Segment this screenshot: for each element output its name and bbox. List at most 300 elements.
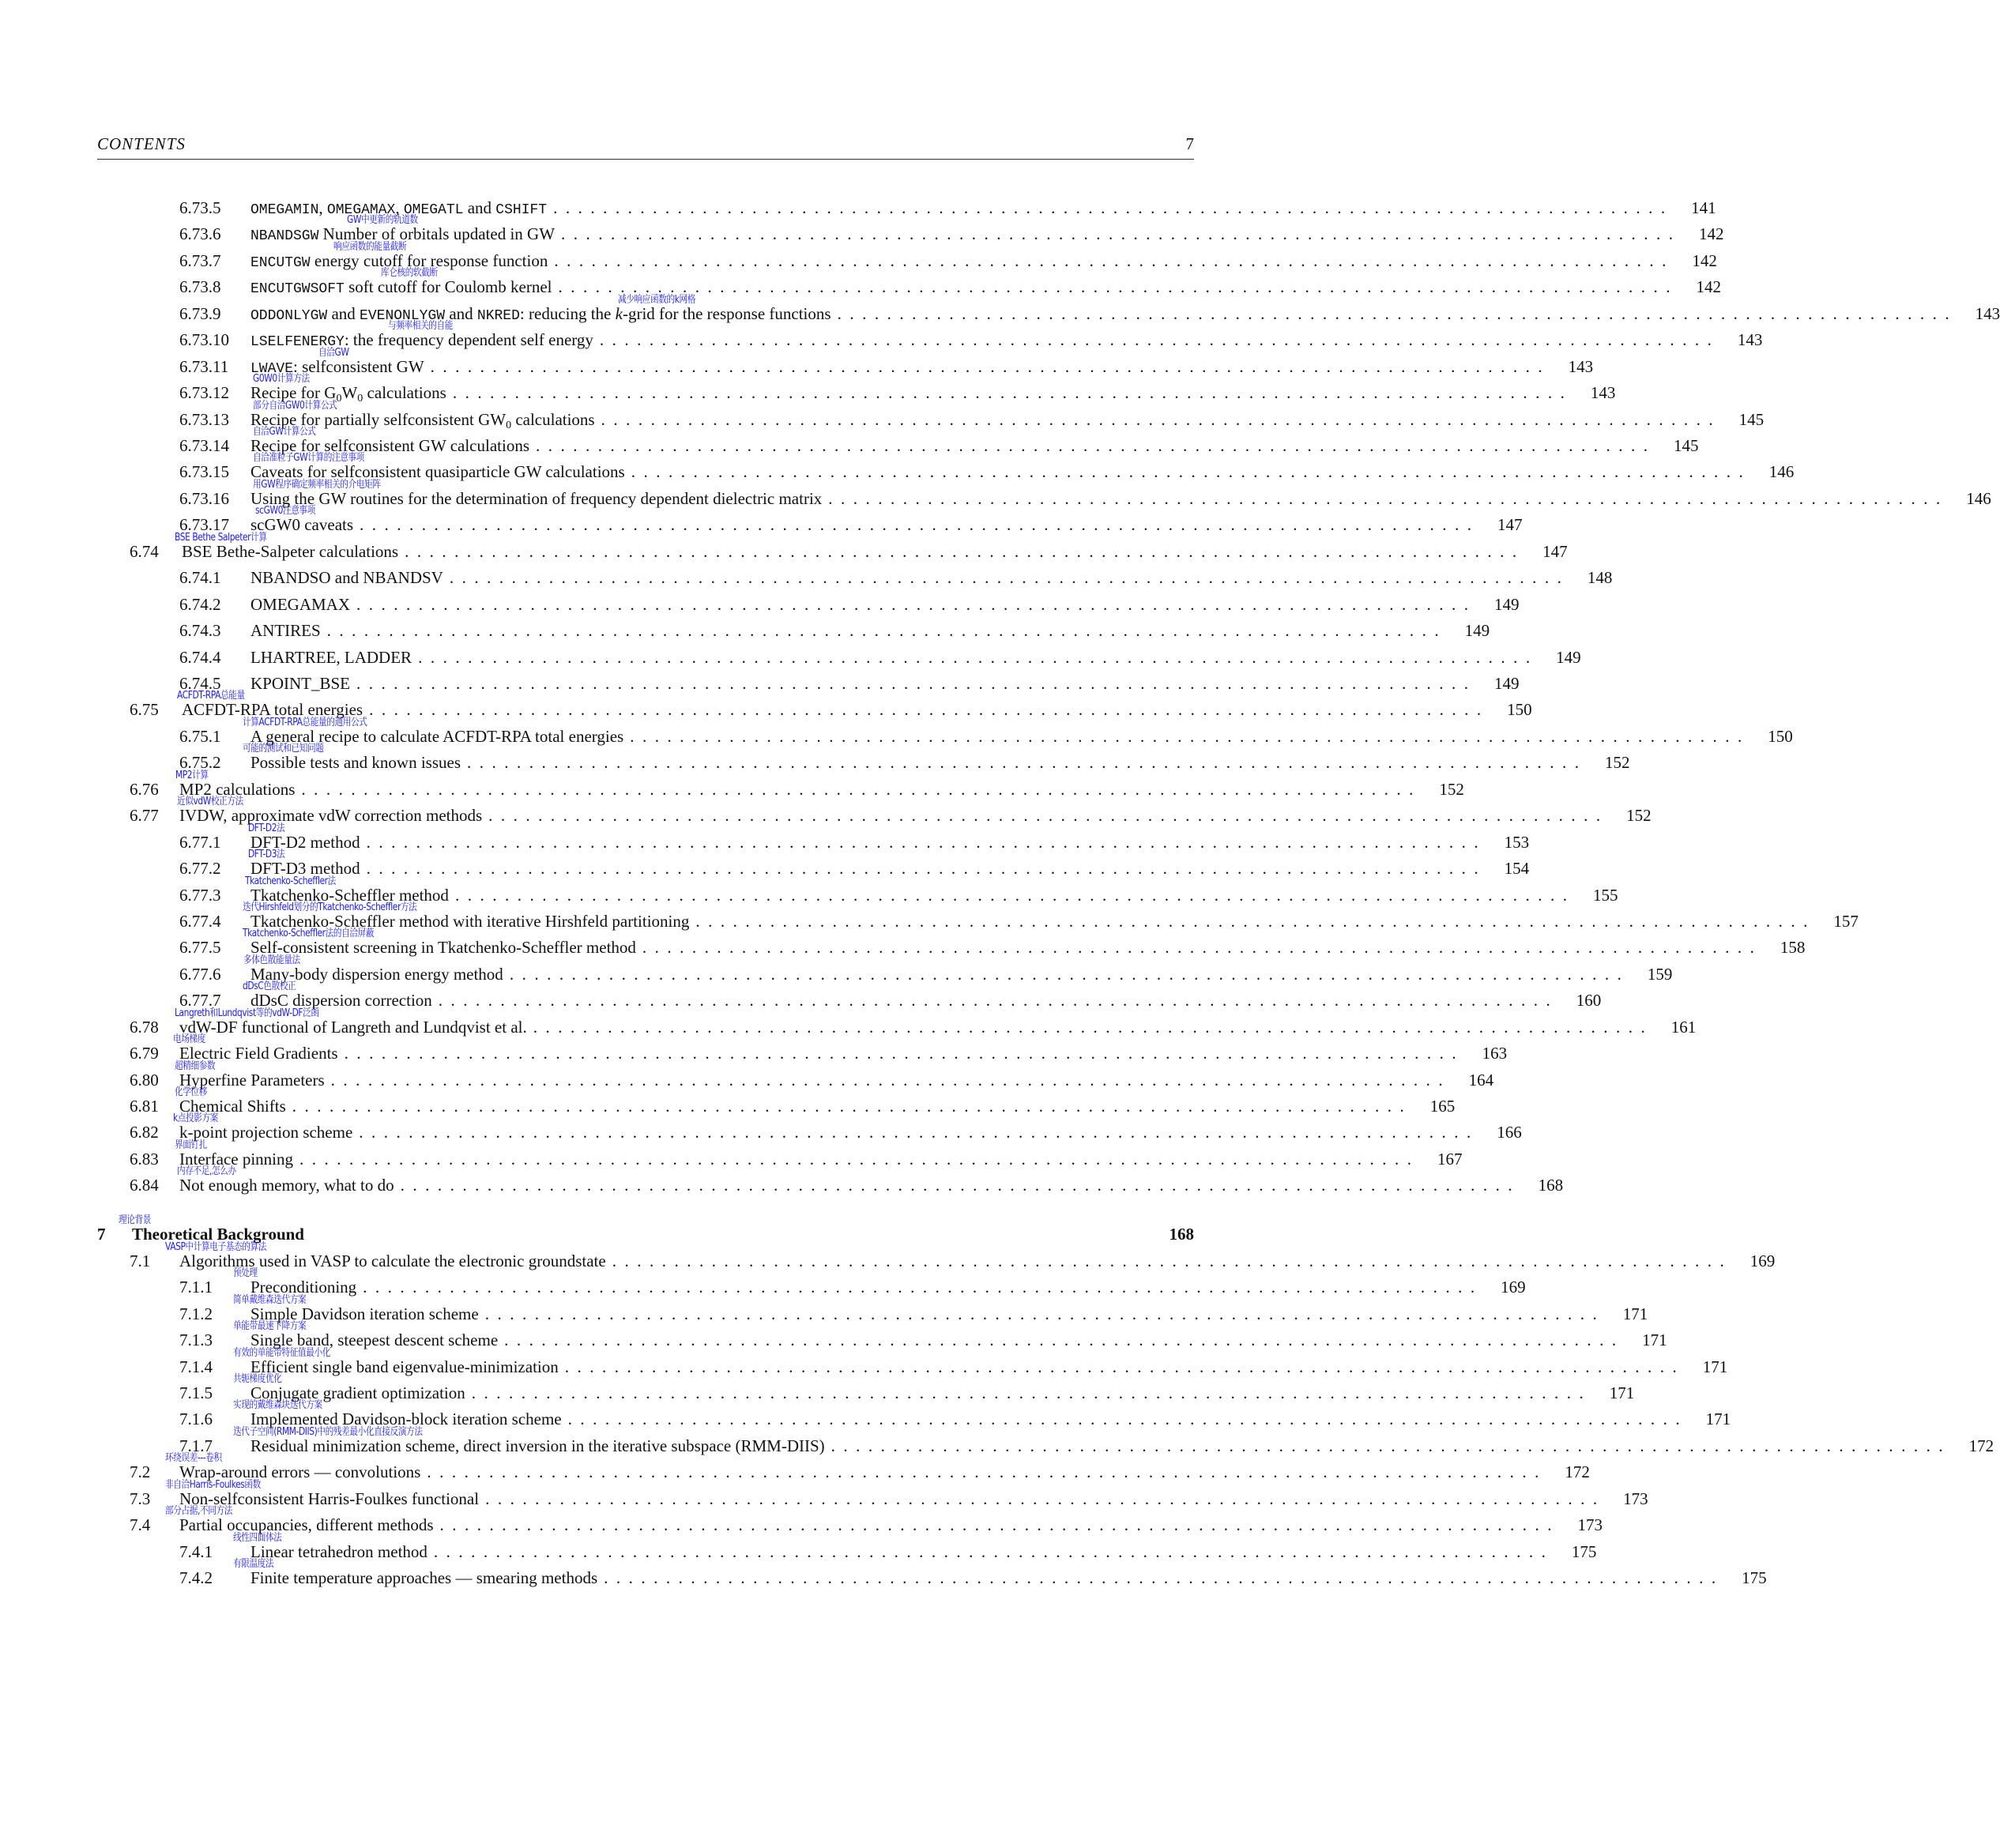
title-segment: Preconditioning xyxy=(250,1278,357,1297)
translation-annotation: Tkatchenko-Scheffler法的自洽屏蔽 xyxy=(243,928,375,939)
toc-entry[interactable] xyxy=(0,954,1673,986)
entry-title[interactable] xyxy=(250,302,831,328)
title-segment: 0 xyxy=(357,393,363,405)
title-segment: Tkatchenko-Scheffler method with iterative Hirshfeld partitioning xyxy=(250,912,690,931)
entry-page-number[interactable]: 143 xyxy=(1590,383,1616,402)
dot-leader: .......................................................................................... xyxy=(439,1515,1561,1534)
toc-entry[interactable] xyxy=(0,294,2000,326)
entry-number: 6.80 xyxy=(130,1071,159,1090)
entry-number: 6.73.17 xyxy=(179,515,229,534)
title-segment: NBANDSO and NBANDSV xyxy=(250,568,443,587)
title-segment: and xyxy=(445,304,477,323)
title-segment: OMEGATL xyxy=(403,202,464,218)
entry-page-number[interactable]: 171 xyxy=(1705,1410,1731,1428)
dot-leader: .......................................................................................... xyxy=(561,224,1682,243)
dot-leader: .......................................................................................... xyxy=(631,462,1752,481)
entry-title[interactable] xyxy=(250,1566,597,1590)
entry-number: 6.73.7 xyxy=(179,251,221,270)
entry-page-number[interactable]: 152 xyxy=(1626,806,1652,825)
title-segment: MP2 calculations xyxy=(179,780,296,799)
toc-entry[interactable] xyxy=(0,1165,1564,1197)
translation-annotation: 超精细参数 xyxy=(175,1060,216,1072)
dot-leader: .......................................................................................... xyxy=(601,410,1722,429)
toc-entry[interactable] xyxy=(0,452,1795,484)
translation-annotation: VASP中计算电子基态的算法 xyxy=(165,1241,266,1253)
translation-annotation: 预处理 xyxy=(233,1267,258,1279)
title-segment: scGW0 caveats xyxy=(250,515,354,534)
entry-page-number[interactable]: 150 xyxy=(1768,727,1793,746)
toc-entry[interactable] xyxy=(0,1505,1603,1537)
translation-annotation: 单能带最速下降方案 xyxy=(233,1320,307,1332)
entry-number: 6.73.16 xyxy=(179,489,229,508)
toc-entry[interactable] xyxy=(0,479,1991,510)
title-segment: Tkatchenko-Scheffler method xyxy=(250,886,449,905)
entry-page-number[interactable]: 160 xyxy=(1576,991,1602,1010)
entry-page-number[interactable]: 169 xyxy=(1501,1278,1526,1297)
entry-number: 7.1.2 xyxy=(179,1304,213,1323)
entry-number: 6.75.2 xyxy=(179,753,221,772)
translation-annotation: 非自洽Harris-Foulkes函数 xyxy=(165,1479,261,1491)
dot-leader: .......................................................................................... xyxy=(630,727,1750,746)
entry-number: 6.84 xyxy=(130,1176,159,1195)
dot-leader: .......................................................................................... xyxy=(430,357,1551,376)
toc-entry[interactable] xyxy=(0,400,1765,431)
title-segment: energy cutoff for response function xyxy=(310,251,548,270)
dot-leader: .......................................................................................... xyxy=(400,1176,1521,1195)
toc-entry[interactable] xyxy=(0,928,1806,959)
toc-entry[interactable] xyxy=(0,1241,1776,1273)
translation-annotation: DFT-D3法 xyxy=(248,849,285,860)
title-segment: soft cutoff for Coulomb kernel xyxy=(344,277,552,296)
title-segment: ODDONLYGW xyxy=(250,308,328,324)
entry-number: 6.74.5 xyxy=(179,674,221,693)
title-segment: W xyxy=(341,383,358,402)
title-segment: LHARTREE, LADDER xyxy=(250,648,412,667)
entry-title[interactable] xyxy=(250,619,321,642)
entry-number: 6.77 xyxy=(130,806,159,825)
translation-annotation: 理论背景 xyxy=(119,1214,152,1226)
entry-page-number[interactable]: 142 xyxy=(1692,251,1717,270)
toc-entry[interactable] xyxy=(0,796,1652,827)
translation-annotation: 自洽准粒子GW计算的注意事项 xyxy=(253,452,364,464)
title-segment: vdW-DF functional of Langreth and Lundqvist et al. xyxy=(179,1018,527,1037)
title-segment: Theoretical Background xyxy=(132,1225,304,1244)
entry-number: 7.4.2 xyxy=(179,1568,213,1587)
entry-number: 7.1.7 xyxy=(179,1436,213,1455)
entry-page-number[interactable]: 143 xyxy=(1568,357,1594,376)
dot-leader: .......................................................................................... xyxy=(567,1410,1689,1428)
title-segment: Partial occupancies, different methods xyxy=(179,1515,434,1534)
dot-leader: .......................................................................................... xyxy=(612,1251,1733,1270)
title-segment: k-point projection scheme xyxy=(179,1123,353,1142)
title-segment: and xyxy=(327,304,360,323)
translation-annotation: 化学位移 xyxy=(175,1086,208,1098)
dot-leader: .......................................................................................... xyxy=(433,1542,1554,1561)
toc-entry[interactable] xyxy=(0,426,1699,457)
title-segment: ENCUTGWSOFT xyxy=(250,281,345,297)
entry-number: 6.73.5 xyxy=(179,198,221,217)
entry-number: 7.4 xyxy=(130,1515,151,1534)
entry-page-number[interactable]: 145 xyxy=(1674,436,1699,455)
entry-page-number[interactable]: 172 xyxy=(1968,1436,1994,1455)
dot-leader: .......................................................................................... xyxy=(326,621,1448,640)
toc-entry[interactable] xyxy=(0,320,1763,352)
title-segment: , xyxy=(318,198,327,217)
dot-leader: .......................................................................................... xyxy=(509,965,1630,984)
title-segment: Finite temperature approaches — smearing methods xyxy=(250,1568,598,1587)
toc-entry[interactable] xyxy=(0,566,1613,589)
entry-page-number[interactable]: 149 xyxy=(1494,595,1520,614)
translation-annotation: 多体色散能量法 xyxy=(243,954,300,966)
entry-number: 6.77.6 xyxy=(179,965,221,984)
translation-annotation: k点投影方案 xyxy=(173,1112,219,1124)
title-segment: , xyxy=(395,198,404,217)
dot-leader: .......................................................................................... xyxy=(360,515,1480,534)
toc-entry[interactable] xyxy=(0,1347,1728,1379)
title-segment: Recipe for G xyxy=(250,383,337,402)
translation-annotation: 库仑核的软截断 xyxy=(381,267,438,279)
title-segment: Wrap-around errors — convolutions xyxy=(179,1462,421,1481)
dot-leader: .......................................................................................... xyxy=(405,542,1525,561)
translation-annotation: dDsC色散校正 xyxy=(243,980,296,992)
translation-annotation: G0W0计算方法 xyxy=(253,373,310,385)
header-rule xyxy=(97,159,1194,160)
toc-entry[interactable] xyxy=(0,373,1616,405)
entry-page-number[interactable]: 147 xyxy=(1497,515,1523,534)
entry-page-number[interactable]: 149 xyxy=(1464,621,1490,640)
toc-entry[interactable] xyxy=(0,901,1859,933)
entry-page-number[interactable]: 173 xyxy=(1577,1515,1603,1534)
entry-page-number[interactable]: 142 xyxy=(1699,224,1724,243)
entry-page-number[interactable]: 171 xyxy=(1642,1330,1667,1349)
entry-title[interactable] xyxy=(250,566,443,589)
title-segment: dDsC dispersion correction xyxy=(250,991,432,1010)
toc-entry[interactable] xyxy=(0,214,1724,246)
toc-entry[interactable] xyxy=(0,347,1594,378)
dot-leader: .......................................................................................... xyxy=(564,1357,1685,1376)
entry-page-number[interactable]: 150 xyxy=(1507,700,1532,719)
title-segment: A general recipe to calculate ACFDT-RPA total energies xyxy=(250,727,624,746)
entry-page-number[interactable]: 146 xyxy=(1768,462,1795,481)
entry-number: 6.74.1 xyxy=(179,568,221,587)
entry-page-number[interactable]: 147 xyxy=(1542,542,1568,561)
entry-page-number[interactable]: 153 xyxy=(1504,833,1530,852)
entry-page-number[interactable]: 163 xyxy=(1482,1044,1508,1063)
entry-number: 6.77.7 xyxy=(179,991,221,1010)
entry-number: 6.75.1 xyxy=(179,727,221,746)
toc-entry[interactable] xyxy=(0,532,1568,563)
title-segment: Conjugate gradient optimization xyxy=(250,1383,465,1402)
title-segment: Self-consistent screening in Tkatchenko-Scheffler method xyxy=(250,938,636,957)
title-segment: DFT-D2 method xyxy=(250,833,360,852)
entry-number: 6.73.12 xyxy=(179,383,229,402)
dot-leader: .......................................................................................... xyxy=(292,1097,1413,1116)
entry-number: 6.79 xyxy=(130,1044,159,1063)
entry-number: 6.77.1 xyxy=(179,833,221,852)
title-segment: Not enough memory, what to do xyxy=(179,1176,394,1195)
entry-number: 7.4.1 xyxy=(179,1542,213,1561)
dot-leader: .......................................................................................... xyxy=(344,1044,1465,1063)
dot-leader: .......................................................................................... xyxy=(485,1489,1606,1508)
entry-number: 6.76 xyxy=(130,780,159,799)
entry-page-number[interactable]: 159 xyxy=(1647,965,1673,984)
entry-number: 6.73.9 xyxy=(179,304,221,323)
translation-annotation: Tkatchenko-Scheffler法 xyxy=(245,875,336,887)
translation-annotation: BSE Bethe Salpeter计算 xyxy=(175,532,267,544)
dot-leader: .......................................................................................... xyxy=(301,780,1422,799)
entry-number: 6.74.3 xyxy=(179,621,221,640)
translation-annotation: 简单戴维森迭代方案 xyxy=(233,1294,307,1306)
dot-leader: .......................................................................................... xyxy=(366,859,1487,878)
title-segment: Residual minimization scheme, direct inversion in the iterative subspace (RMM-DIIS) xyxy=(250,1436,825,1455)
translation-annotation: 可能的测试和已知问题 xyxy=(243,743,324,755)
entry-page-number[interactable]: 171 xyxy=(1622,1304,1648,1323)
entry-number: 6.82 xyxy=(130,1123,159,1142)
dot-leader: .......................................................................................... xyxy=(504,1330,1625,1349)
entry-page-number[interactable]: 168 xyxy=(1538,1176,1564,1195)
dot-leader: .......................................................................................... xyxy=(604,1568,1724,1587)
entry-number: 6.75 xyxy=(130,700,159,719)
running-header-title: CONTENTS xyxy=(97,134,186,153)
title-segment: OMEGAMAX xyxy=(250,595,350,614)
entry-number: 6.73.14 xyxy=(179,436,229,455)
dot-leader: .......................................................................................... xyxy=(299,1150,1420,1169)
entry-number: 7.3 xyxy=(130,1489,151,1508)
translation-annotation: 电场梯度 xyxy=(173,1033,206,1045)
entry-page-number[interactable]: 143 xyxy=(1975,304,2000,323)
toc-entry[interactable] xyxy=(0,241,1717,273)
translation-annotation: DFT-D2法 xyxy=(248,822,285,834)
dot-leader: .......................................................................................... xyxy=(449,568,1570,587)
entry-number: 6.73.15 xyxy=(179,462,229,481)
entry-number: 6.78 xyxy=(130,1018,159,1037)
translation-annotation: 线性四面体法 xyxy=(233,1532,282,1544)
title-segment: k xyxy=(615,304,623,323)
entry-page-number[interactable]: 173 xyxy=(1623,1489,1648,1508)
entry-page-number[interactable]: 146 xyxy=(1966,489,1991,508)
toc-entry[interactable] xyxy=(0,1558,1767,1590)
entry-title[interactable] xyxy=(250,672,350,695)
entry-page-number[interactable]: 154 xyxy=(1504,859,1530,878)
entry-number: 6.77.5 xyxy=(179,938,221,957)
toc-entry[interactable] xyxy=(0,875,1618,907)
entry-number: 6.83 xyxy=(130,1150,159,1169)
translation-annotation: 与频率相关的自能 xyxy=(388,320,454,332)
toc-entry[interactable] xyxy=(0,1532,1597,1564)
translation-annotation: 环绕误差---卷积 xyxy=(165,1452,222,1464)
entry-page-number[interactable]: 158 xyxy=(1780,938,1806,957)
dot-leader: .......................................................................................... xyxy=(695,912,1816,931)
entry-number: 6.74.2 xyxy=(179,595,221,614)
entry-page-number[interactable]: 149 xyxy=(1556,648,1581,667)
entry-page-number[interactable]: 167 xyxy=(1437,1150,1463,1169)
title-segment: Implemented Davidson-block iteration scheme xyxy=(250,1410,562,1428)
entry-number: 7.1.3 xyxy=(179,1330,213,1349)
dot-leader: .......................................................................................... xyxy=(554,251,1674,270)
entry-page-number[interactable]: 143 xyxy=(1737,330,1763,349)
dot-leader: .......................................................................................... xyxy=(831,1436,1952,1455)
entry-page-number[interactable]: 175 xyxy=(1742,1568,1767,1587)
translation-annotation: 迭代Hirshfeld划分的Tkatchenko-Scheffler方法 xyxy=(243,901,417,913)
dot-leader: .......................................................................................... xyxy=(837,304,1958,323)
dot-leader: .......................................................................................... xyxy=(533,1018,1654,1037)
title-segment: CSHIFT xyxy=(495,202,548,218)
entry-page-number[interactable]: 161 xyxy=(1670,1018,1697,1037)
entry-number: 6.77.3 xyxy=(179,886,221,905)
title-segment: OMEGAMIN xyxy=(250,202,319,218)
entry-page-number[interactable]: 155 xyxy=(1592,886,1618,905)
toc-entry[interactable] xyxy=(0,593,1520,616)
page-number: 7 xyxy=(1185,134,1194,153)
translation-annotation: 实现的戴维森块迭代方案 xyxy=(233,1399,322,1411)
translation-annotation: 有限温度法 xyxy=(233,1558,274,1570)
dot-leader: .......................................................................................... xyxy=(356,595,1477,614)
title-segment: ENCUTGW xyxy=(250,255,311,271)
translation-annotation: 用GW程序确定频率相关的介电矩阵 xyxy=(253,479,381,491)
translation-annotation: scGW0注意事项 xyxy=(255,505,315,517)
toc-entry[interactable] xyxy=(0,690,1532,721)
dot-leader: .......................................................................................... xyxy=(558,277,1678,296)
translation-annotation: 减少响应函数的k网格 xyxy=(618,294,696,306)
translation-annotation: 计算ACFDT-RPA总能量的通用公式 xyxy=(243,717,367,728)
dot-leader: .......................................................................................... xyxy=(427,1462,1547,1481)
toc-entry[interactable] xyxy=(0,196,1716,220)
title-segment: Algorithms used in VASP to calculate the electronic groundstate xyxy=(179,1251,606,1270)
toc-entry[interactable] xyxy=(0,822,1530,854)
translation-annotation: Langreth和Lundqvist等的vdW-DF泛函 xyxy=(175,1007,319,1019)
translation-annotation: 有效的单能带特征值最小化 xyxy=(233,1347,331,1359)
title-segment: 0 xyxy=(506,420,512,431)
entry-page-number[interactable]: 148 xyxy=(1587,568,1613,587)
dot-leader: .......................................................................................... xyxy=(369,700,1490,719)
title-segment: Recipe for partially selfconsistent GW xyxy=(250,410,507,429)
entry-page-number[interactable]: 164 xyxy=(1468,1071,1494,1090)
entry-number: 6.74 xyxy=(130,542,159,561)
toc-entry[interactable] xyxy=(0,849,1530,880)
toc-entry[interactable] xyxy=(0,717,1793,748)
dot-leader: .......................................................................................... xyxy=(536,436,1656,455)
dot-leader: .......................................................................................... xyxy=(418,648,1539,667)
entry-page-number[interactable]: 168 xyxy=(1169,1225,1194,1244)
dot-leader: .......................................................................................... xyxy=(359,1123,1479,1142)
title-segment: KPOINT_BSE xyxy=(250,674,351,693)
entry-number: 7.1 xyxy=(130,1251,151,1270)
title-segment: Many-body dispersion energy method xyxy=(250,965,503,984)
title-segment: OMEGAMAX xyxy=(326,202,396,218)
entry-number: 7.1.4 xyxy=(179,1357,213,1376)
entry-number: 6.73.8 xyxy=(179,277,221,296)
entry-page-number[interactable]: 172 xyxy=(1565,1462,1590,1481)
title-segment: Single band, steepest descent scheme xyxy=(250,1330,499,1349)
entry-page-number[interactable]: 169 xyxy=(1750,1251,1776,1270)
entry-number: 6.81 xyxy=(130,1097,159,1116)
translation-annotation: MP2计算 xyxy=(175,770,209,781)
translation-annotation: 部分自洽GW0计算公式 xyxy=(253,400,337,412)
dot-leader: .......................................................................................... xyxy=(366,833,1487,852)
dot-leader: .......................................................................................... xyxy=(488,806,1609,825)
translation-annotation: 自洽GW xyxy=(318,347,349,359)
dot-leader: .......................................................................................... xyxy=(356,674,1477,693)
dot-leader: .......................................................................................... xyxy=(467,753,1588,772)
entry-page-number[interactable]: 165 xyxy=(1429,1097,1456,1116)
entry-page-number[interactable]: 145 xyxy=(1738,410,1765,429)
entry-number: 6.73.10 xyxy=(179,330,229,349)
title-segment: NKRED xyxy=(476,308,520,324)
dot-leader: .......................................................................................... xyxy=(553,198,1674,217)
title-segment: Linear tetrahedron method xyxy=(250,1542,427,1561)
entry-title[interactable] xyxy=(250,593,350,616)
title-segment: IVDW, approximate vdW correction methods xyxy=(179,806,483,825)
title-segment: -grid for the response functions xyxy=(622,304,831,323)
title-segment: ANTIRES xyxy=(250,621,321,640)
dot-leader: .......................................................................................... xyxy=(454,886,1576,905)
toc-entry[interactable] xyxy=(0,645,1581,669)
title-segment: Simple Davidson iteration scheme xyxy=(250,1304,479,1323)
title-segment: Chemical Shifts xyxy=(179,1097,286,1116)
entry-page-number[interactable]: 149 xyxy=(1494,674,1520,693)
entry-number: 6.77.4 xyxy=(179,912,221,931)
title-segment: EVENONLYGW xyxy=(360,308,446,324)
entry-number: 6.73.13 xyxy=(179,410,229,429)
translation-annotation: 共轭梯度优化 xyxy=(233,1373,282,1385)
title-segment: : the frequency dependent self energy xyxy=(344,330,593,349)
dot-leader: .......................................................................................... xyxy=(471,1383,1592,1402)
translation-annotation: 界面钉扎 xyxy=(175,1139,208,1151)
entry-page-number[interactable]: 152 xyxy=(1605,753,1630,772)
title-segment: Efficient single band eigenvalue-minimization xyxy=(250,1357,559,1376)
title-segment: LSELFENERGY xyxy=(250,334,345,350)
entry-number: 6.73.6 xyxy=(179,224,221,243)
toc-entry[interactable] xyxy=(0,1320,1667,1352)
entry-title[interactable] xyxy=(250,645,412,669)
title-segment: ACFDT-RPA total energies xyxy=(182,700,363,719)
title-segment: Number of orbitals updated in GW xyxy=(318,224,556,243)
title-segment: DFT-D3 method xyxy=(250,859,360,878)
entry-page-number[interactable]: 171 xyxy=(1702,1357,1728,1376)
title-segment: calculations xyxy=(511,410,595,429)
entry-number: 6.77.2 xyxy=(179,859,221,878)
title-segment: NBANDSGW xyxy=(250,228,319,244)
dot-leader: .......................................................................................... xyxy=(438,991,1559,1010)
translation-annotation: ACFDT-RPA总能量 xyxy=(177,690,245,702)
translation-annotation: 响应函数的能量截断 xyxy=(333,241,407,253)
translation-annotation: 部分占据,不同方法 xyxy=(165,1505,232,1517)
title-segment: Interface pinning xyxy=(179,1150,294,1169)
entry-number: 6.74.4 xyxy=(179,648,221,667)
entry-page-number[interactable]: 175 xyxy=(1571,1542,1597,1561)
toc-entry[interactable] xyxy=(0,1399,1731,1431)
title-segment: Recipe for selfconsistent GW calculations xyxy=(250,436,530,455)
toc-entry[interactable] xyxy=(0,619,1490,642)
translation-annotation: 迭代子空间(RMM-DIIS)中的残差最小化直接反演方法 xyxy=(233,1426,423,1438)
title-segment: Using the GW routines for the determination of frequency dependent dielectric matrix xyxy=(250,489,823,508)
title-segment: : selfconsistent GW xyxy=(293,357,424,376)
dot-leader: .......................................................................................... xyxy=(828,489,1949,508)
toc-entry[interactable] xyxy=(0,1294,1648,1326)
entry-page-number[interactable]: 171 xyxy=(1609,1383,1635,1402)
entry-page-number[interactable]: 166 xyxy=(1497,1123,1522,1142)
toc-entry[interactable] xyxy=(0,1373,1635,1405)
entry-page-number[interactable]: 142 xyxy=(1696,277,1721,296)
toc-entry[interactable] xyxy=(0,1267,1526,1299)
title-segment: Hyperfine Parameters xyxy=(179,1071,325,1090)
dot-leader: .......................................................................................... xyxy=(330,1071,1452,1090)
entry-page-number[interactable]: 157 xyxy=(1833,912,1859,931)
entry-page-number[interactable]: 152 xyxy=(1439,780,1464,799)
title-segment: : reducing the xyxy=(519,304,616,323)
entry-page-number[interactable]: 141 xyxy=(1691,198,1716,217)
title-segment: Caveats for selfconsistent quasiparticle GW calculations xyxy=(250,462,625,481)
